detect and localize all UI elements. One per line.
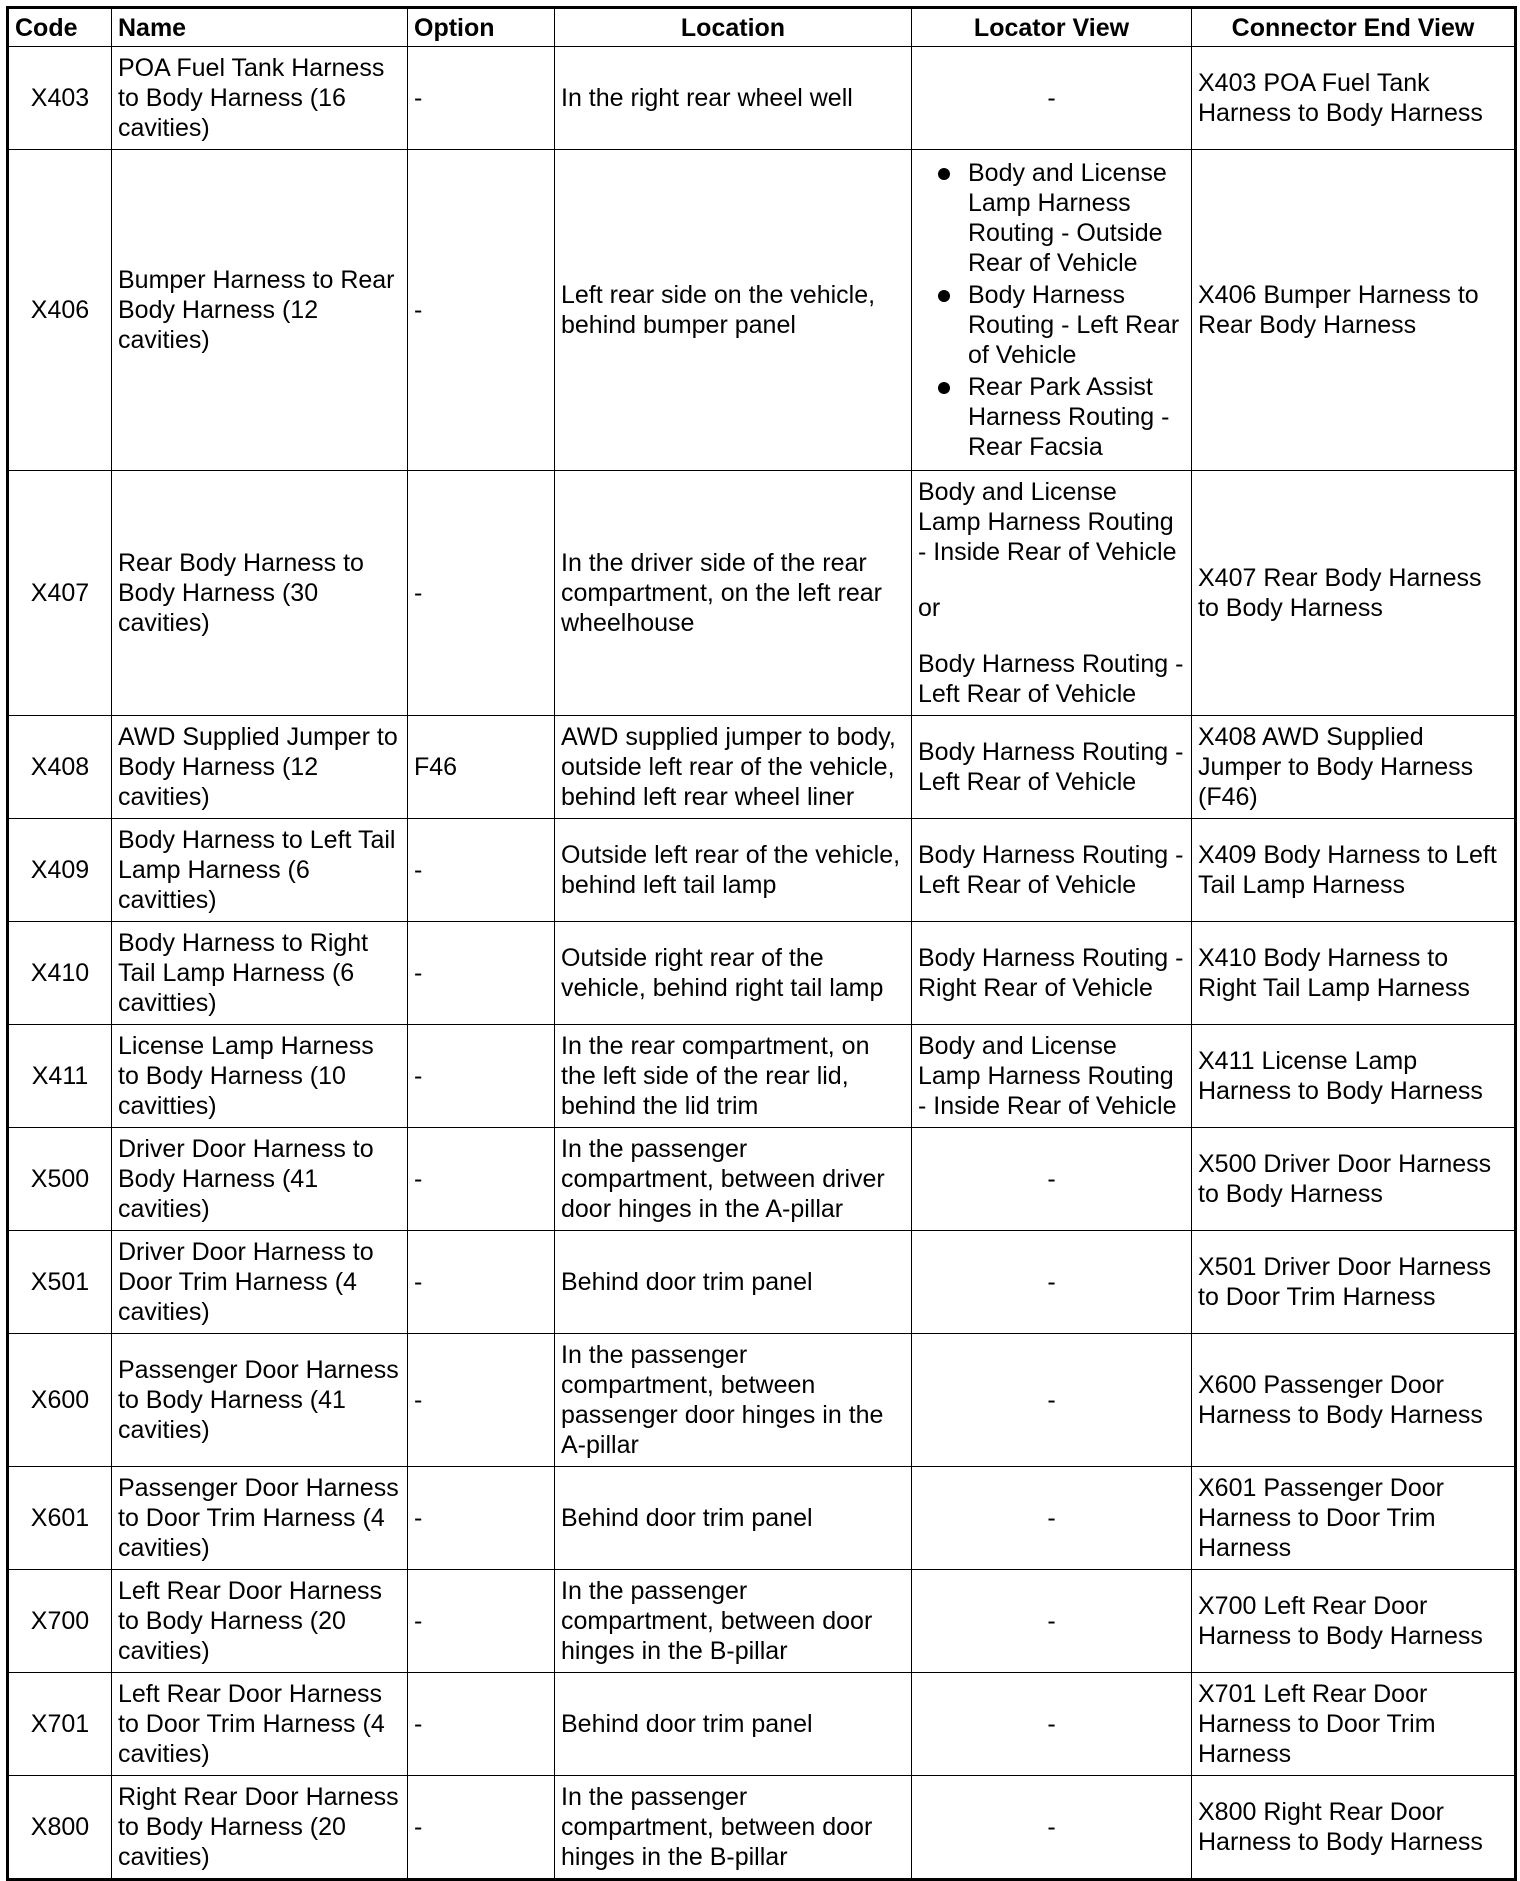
cell-location: Behind door trim panel xyxy=(555,1231,912,1334)
cell-name: AWD Supplied Jumper to Body Harness (12 cavities) xyxy=(112,716,408,819)
table-row xyxy=(8,1334,1516,1467)
cell-code: X409 xyxy=(8,819,112,922)
header-row xyxy=(8,8,1516,47)
cell-code: X701 xyxy=(8,1673,112,1776)
cell-option: - xyxy=(408,1776,555,1880)
bullet-icon xyxy=(938,290,950,302)
cell-locator-view: - xyxy=(912,1570,1192,1673)
cell-location: Outside right rear of the vehicle, behind right tail lamp xyxy=(555,922,912,1025)
cell-locator-view xyxy=(912,150,1192,471)
locator-view-link: Rear Park Assist Harness Routing - Rear Facsia xyxy=(968,373,1170,461)
locator-view-link: Body Harness Routing - Left Rear of Vehicle xyxy=(918,650,1184,708)
cell-connector-end-view: X403 POA Fuel Tank Harness to Body Harness xyxy=(1192,47,1516,150)
cell-code: X411 xyxy=(8,1025,112,1128)
locator-view-list xyxy=(918,158,1185,462)
header-location: Location xyxy=(555,8,912,47)
cell-code: X500 xyxy=(8,1128,112,1231)
locator-view-link: Body Harness Routing - Left Rear of Vehicle xyxy=(968,281,1180,369)
cell-locator-view: - xyxy=(912,47,1192,150)
cell-locator-view xyxy=(912,471,1192,716)
cell-location: In the passenger compartment, between door hinges in the B-pillar xyxy=(555,1570,912,1673)
cell-option: - xyxy=(408,150,555,471)
table-row xyxy=(8,471,1516,716)
cell-locator-view: - xyxy=(912,1334,1192,1467)
cell-locator-view: Body Harness Routing - Left Rear of Vehicle xyxy=(912,819,1192,922)
cell-location: In the passenger compartment, between door hinges in the B-pillar xyxy=(555,1776,912,1880)
cell-option: - xyxy=(408,1334,555,1467)
cell-name: Passenger Door Harness to Door Trim Harness (4 cavities) xyxy=(112,1467,408,1570)
cell-option: - xyxy=(408,471,555,716)
cell-code: X408 xyxy=(8,716,112,819)
cell-option: - xyxy=(408,819,555,922)
cell-connector-end-view: X406 Bumper Harness to Rear Body Harness xyxy=(1192,150,1516,471)
cell-option: - xyxy=(408,1673,555,1776)
connector-table xyxy=(6,6,1517,1881)
cell-location: Left rear side on the vehicle, behind bumper panel xyxy=(555,150,912,471)
cell-connector-end-view: X701 Left Rear Door Harness to Door Trim Harness xyxy=(1192,1673,1516,1776)
table-row xyxy=(8,819,1516,922)
cell-name: Body Harness to Left Tail Lamp Harness (6 cavitties) xyxy=(112,819,408,922)
cell-location: In the right rear wheel well xyxy=(555,47,912,150)
locator-view-link: Body and License Lamp Harness Routing - Inside Rear of Vehicle xyxy=(918,478,1177,566)
header-option: Option xyxy=(408,8,555,47)
cell-name: Rear Body Harness to Body Harness (30 cavities) xyxy=(112,471,408,716)
cell-name: Body Harness to Right Tail Lamp Harness (6 cavitties) xyxy=(112,922,408,1025)
bullet-icon xyxy=(938,382,950,394)
table-row xyxy=(8,47,1516,150)
cell-locator-view: Body and License Lamp Harness Routing - Inside Rear of Vehicle xyxy=(912,1025,1192,1128)
cell-connector-end-view: X410 Body Harness to Right Tail Lamp Harness xyxy=(1192,922,1516,1025)
cell-locator-view: Body Harness Routing - Right Rear of Vehicle xyxy=(912,922,1192,1025)
list-item xyxy=(918,372,1185,462)
cell-name: Right Rear Door Harness to Body Harness (20 cavities) xyxy=(112,1776,408,1880)
cell-locator-view: - xyxy=(912,1776,1192,1880)
table-row xyxy=(8,1570,1516,1673)
cell-location: In the rear compartment, on the left side of the rear lid, behind the lid trim xyxy=(555,1025,912,1128)
cell-locator-view: - xyxy=(912,1128,1192,1231)
cell-option: - xyxy=(408,1231,555,1334)
cell-option: - xyxy=(408,1467,555,1570)
table-header xyxy=(8,8,1516,47)
list-item xyxy=(918,280,1185,370)
cell-name: License Lamp Harness to Body Harness (10 cavitties) xyxy=(112,1025,408,1128)
cell-name: Driver Door Harness to Door Trim Harness (4 cavities) xyxy=(112,1231,408,1334)
cell-option: F46 xyxy=(408,716,555,819)
cell-location: In the passenger compartment, between driver door hinges in the A-pillar xyxy=(555,1128,912,1231)
cell-code: X410 xyxy=(8,922,112,1025)
table-row xyxy=(8,716,1516,819)
cell-location: Behind door trim panel xyxy=(555,1467,912,1570)
header-locator-view: Locator View xyxy=(912,8,1192,47)
cell-location: In the driver side of the rear compartment, on the left rear wheelhouse xyxy=(555,471,912,716)
cell-connector-end-view: X408 AWD Supplied Jumper to Body Harness (F46) xyxy=(1192,716,1516,819)
header-connector-end-view: Connector End View xyxy=(1192,8,1516,47)
cell-connector-end-view: X407 Rear Body Harness to Body Harness xyxy=(1192,471,1516,716)
cell-connector-end-view: X409 Body Harness to Left Tail Lamp Harness xyxy=(1192,819,1516,922)
cell-locator-view: - xyxy=(912,1467,1192,1570)
table-row xyxy=(8,922,1516,1025)
paragraph-spacer xyxy=(918,567,1185,593)
table-row xyxy=(8,1673,1516,1776)
table-row xyxy=(8,1025,1516,1128)
cell-locator-view: Body Harness Routing - Left Rear of Vehicle xyxy=(912,716,1192,819)
cell-location: AWD supplied jumper to body, outside left rear of the vehicle, behind left rear wheel liner xyxy=(555,716,912,819)
cell-name: Left Rear Door Harness to Body Harness (20 cavities) xyxy=(112,1570,408,1673)
list-item xyxy=(918,158,1185,278)
cell-name: Passenger Door Harness to Body Harness (41 cavities) xyxy=(112,1334,408,1467)
cell-name: Bumper Harness to Rear Body Harness (12 cavities) xyxy=(112,150,408,471)
table-row xyxy=(8,1231,1516,1334)
cell-locator-view: - xyxy=(912,1673,1192,1776)
table-row xyxy=(8,1128,1516,1231)
table-row xyxy=(8,1467,1516,1570)
cell-code: X700 xyxy=(8,1570,112,1673)
cell-option: - xyxy=(408,1570,555,1673)
cell-code: X501 xyxy=(8,1231,112,1334)
bullet-icon xyxy=(938,168,950,180)
cell-option: - xyxy=(408,1128,555,1231)
header-code: Code xyxy=(8,8,112,47)
cell-name: Left Rear Door Harness to Door Trim Harness (4 cavities) xyxy=(112,1673,408,1776)
cell-location: Outside left rear of the vehicle, behind left tail lamp xyxy=(555,819,912,922)
cell-location: Behind door trim panel xyxy=(555,1673,912,1776)
cell-option: - xyxy=(408,1025,555,1128)
cell-code: X601 xyxy=(8,1467,112,1570)
cell-code: X406 xyxy=(8,150,112,471)
table-row xyxy=(8,1776,1516,1880)
header-name: Name xyxy=(112,8,408,47)
cell-name: Driver Door Harness to Body Harness (41 cavities) xyxy=(112,1128,408,1231)
cell-connector-end-view: X500 Driver Door Harness to Body Harness xyxy=(1192,1128,1516,1231)
cell-code: X403 xyxy=(8,47,112,150)
cell-connector-end-view: X600 Passenger Door Harness to Body Harness xyxy=(1192,1334,1516,1467)
cell-connector-end-view: X601 Passenger Door Harness to Door Trim Harness xyxy=(1192,1467,1516,1570)
cell-connector-end-view: X800 Right Rear Door Harness to Body Harness xyxy=(1192,1776,1516,1880)
cell-code: X800 xyxy=(8,1776,112,1880)
paragraph-spacer xyxy=(918,623,1185,649)
locator-view-or: or xyxy=(918,594,941,622)
cell-name: POA Fuel Tank Harness to Body Harness (16 cavities) xyxy=(112,47,408,150)
cell-code: X600 xyxy=(8,1334,112,1467)
cell-code: X407 xyxy=(8,471,112,716)
table-row xyxy=(8,150,1516,471)
cell-connector-end-view: X411 License Lamp Harness to Body Harness xyxy=(1192,1025,1516,1128)
cell-location: In the passenger compartment, between passenger door hinges in the A-pillar xyxy=(555,1334,912,1467)
cell-connector-end-view: X700 Left Rear Door Harness to Body Harness xyxy=(1192,1570,1516,1673)
cell-option: - xyxy=(408,922,555,1025)
cell-option: - xyxy=(408,47,555,150)
cell-locator-view: - xyxy=(912,1231,1192,1334)
cell-connector-end-view: X501 Driver Door Harness to Door Trim Harness xyxy=(1192,1231,1516,1334)
locator-view-link: Body and License Lamp Harness Routing - Outside Rear of Vehicle xyxy=(968,159,1167,277)
